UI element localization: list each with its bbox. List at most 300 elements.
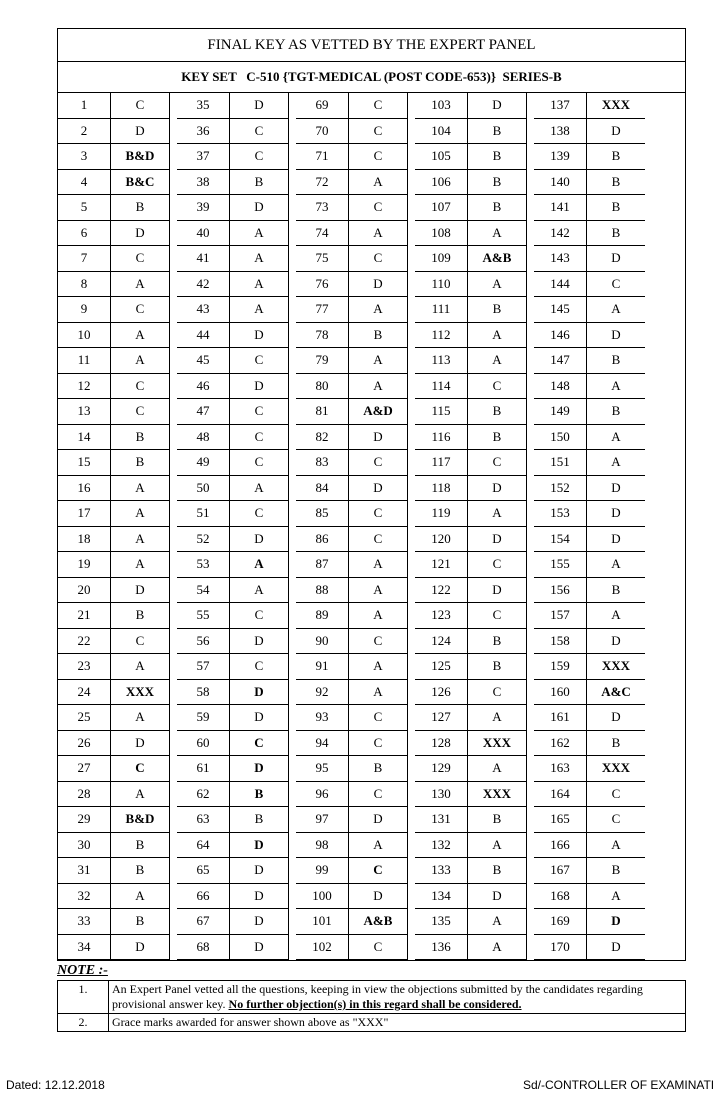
answer-value: B (587, 348, 646, 374)
answer-row (58, 807, 170, 833)
answer-value: A (230, 475, 289, 501)
answer-row (58, 93, 170, 118)
answer-value: D (230, 373, 289, 399)
answer-value: C (111, 373, 170, 399)
question-number: 42 (177, 271, 230, 297)
answer-value: A (349, 832, 408, 858)
answer-row (534, 450, 645, 476)
answer-value: C (587, 807, 646, 833)
question-number: 43 (177, 297, 230, 323)
answer-row (534, 399, 645, 425)
answer-value: D (587, 934, 646, 960)
question-number: 104 (415, 118, 468, 144)
answer-row (534, 195, 645, 221)
answer-value: A (111, 526, 170, 552)
answer-table (296, 93, 408, 960)
answer-row (415, 501, 527, 527)
question-number: 10 (58, 322, 111, 348)
answer-row (58, 577, 170, 603)
answer-row (415, 603, 527, 629)
answer-value: A (349, 169, 408, 195)
answer-row (534, 373, 645, 399)
question-number: 124 (415, 628, 468, 654)
answer-value: A&D (349, 399, 408, 425)
answer-row (534, 934, 645, 960)
answer-row (415, 424, 527, 450)
answer-value: B (587, 399, 646, 425)
answer-row (534, 169, 645, 195)
answer-row (415, 526, 527, 552)
answer-row (296, 144, 408, 170)
answer-row (415, 654, 527, 680)
answer-value: A (587, 883, 646, 909)
answer-value: B&C (111, 169, 170, 195)
question-number: 130 (415, 781, 468, 807)
answer-row (296, 628, 408, 654)
answer-value: C (230, 603, 289, 629)
question-number: 155 (534, 552, 587, 578)
answer-row (177, 246, 289, 272)
answer-value: C (230, 348, 289, 374)
question-number: 119 (415, 501, 468, 527)
question-number: 13 (58, 399, 111, 425)
answer-row (296, 93, 408, 118)
answer-value: D (468, 526, 527, 552)
answer-value: C (349, 526, 408, 552)
question-number: 167 (534, 858, 587, 884)
answer-row (58, 195, 170, 221)
answer-value: D (468, 475, 527, 501)
note-text (109, 981, 686, 1014)
answer-row (296, 348, 408, 374)
answer-row (296, 577, 408, 603)
question-number: 86 (296, 526, 349, 552)
question-number: 76 (296, 271, 349, 297)
answer-row (58, 450, 170, 476)
question-number: 90 (296, 628, 349, 654)
answer-value: A (468, 220, 527, 246)
question-number: 127 (415, 705, 468, 731)
question-number: 137 (534, 93, 587, 118)
answer-row (177, 169, 289, 195)
answer-value: B (587, 730, 646, 756)
answer-row (296, 756, 408, 782)
question-number: 78 (296, 322, 349, 348)
answer-value: C (468, 679, 527, 705)
question-number: 107 (415, 195, 468, 221)
answer-table (415, 93, 527, 960)
answer-value: B (468, 118, 527, 144)
answer-row (415, 858, 527, 884)
question-number: 170 (534, 934, 587, 960)
answer-row (296, 781, 408, 807)
answer-value: XXX (468, 781, 527, 807)
answer-value: B (230, 169, 289, 195)
answer-value: A (349, 220, 408, 246)
answer-row (534, 297, 645, 323)
question-number: 128 (415, 730, 468, 756)
answer-value: C (349, 858, 408, 884)
answer-row (58, 552, 170, 578)
question-number: 53 (177, 552, 230, 578)
answer-row (177, 450, 289, 476)
answer-value: D (587, 705, 646, 731)
answer-row (415, 322, 527, 348)
question-number: 116 (415, 424, 468, 450)
answer-row (177, 322, 289, 348)
answer-value: D (111, 118, 170, 144)
answer-row (177, 144, 289, 170)
answer-value: D (230, 858, 289, 884)
question-number: 48 (177, 424, 230, 450)
question-number: 50 (177, 475, 230, 501)
question-number: 93 (296, 705, 349, 731)
answer-value: D (230, 934, 289, 960)
notes-table (57, 980, 686, 1032)
question-number: 72 (296, 169, 349, 195)
question-number: 147 (534, 348, 587, 374)
question-number: 113 (415, 348, 468, 374)
question-number: 36 (177, 118, 230, 144)
answer-row (58, 297, 170, 323)
answer-row (58, 756, 170, 782)
answer-row (177, 628, 289, 654)
answer-value: D (349, 271, 408, 297)
answer-value: A (230, 271, 289, 297)
question-number: 2 (58, 118, 111, 144)
answer-value: D (587, 475, 646, 501)
question-number: 125 (415, 654, 468, 680)
answer-row (534, 628, 645, 654)
answer-row (296, 373, 408, 399)
answer-value: B (468, 628, 527, 654)
answer-value: A (349, 603, 408, 629)
answer-value: D (230, 93, 289, 118)
answer-value: A (111, 552, 170, 578)
question-number: 139 (534, 144, 587, 170)
question-number: 6 (58, 220, 111, 246)
answer-value: A (587, 424, 646, 450)
question-number: 15 (58, 450, 111, 476)
answer-row (58, 424, 170, 450)
answer-row (177, 883, 289, 909)
answer-row (415, 373, 527, 399)
answer-row (296, 118, 408, 144)
answer-row (534, 93, 645, 118)
answer-row (534, 577, 645, 603)
answer-value: A (587, 297, 646, 323)
question-number: 87 (296, 552, 349, 578)
answer-row (58, 832, 170, 858)
answer-row (177, 348, 289, 374)
answer-row (296, 807, 408, 833)
question-number: 169 (534, 909, 587, 935)
question-number: 105 (415, 144, 468, 170)
answer-value: D (230, 705, 289, 731)
answer-value: C (111, 628, 170, 654)
answer-value: A (468, 909, 527, 935)
question-number: 71 (296, 144, 349, 170)
question-number: 62 (177, 781, 230, 807)
note-row (58, 981, 686, 1014)
answer-row (415, 883, 527, 909)
question-number: 41 (177, 246, 230, 272)
answer-row (296, 654, 408, 680)
question-number: 120 (415, 526, 468, 552)
answer-value: C (349, 628, 408, 654)
answer-value: A (587, 603, 646, 629)
question-number: 33 (58, 909, 111, 935)
question-number: 164 (534, 781, 587, 807)
answer-table (534, 93, 645, 960)
answer-row (296, 322, 408, 348)
question-number: 11 (58, 348, 111, 374)
question-number: 109 (415, 246, 468, 272)
answer-value: A&B (349, 909, 408, 935)
question-number: 27 (58, 756, 111, 782)
question-number: 12 (58, 373, 111, 399)
answer-value: C (587, 781, 646, 807)
answer-value: C (349, 501, 408, 527)
answer-value: D (587, 526, 646, 552)
answer-value: D (230, 195, 289, 221)
answer-value: C (230, 118, 289, 144)
answer-value: B (587, 195, 646, 221)
answer-value: B (111, 909, 170, 935)
question-number: 82 (296, 424, 349, 450)
question-number: 111 (415, 297, 468, 323)
answer-row (534, 118, 645, 144)
answer-row (296, 271, 408, 297)
answer-value: C (111, 297, 170, 323)
question-number: 153 (534, 501, 587, 527)
answer-value: D (230, 679, 289, 705)
answer-value: A (587, 450, 646, 476)
question-number: 9 (58, 297, 111, 323)
question-number: 88 (296, 577, 349, 603)
answer-row (534, 271, 645, 297)
question-number: 144 (534, 271, 587, 297)
answer-row (58, 118, 170, 144)
question-number: 99 (296, 858, 349, 884)
answer-row (177, 858, 289, 884)
answer-row (296, 526, 408, 552)
answer-value: A (111, 705, 170, 731)
answer-value: D (468, 93, 527, 118)
answer-row (534, 832, 645, 858)
answer-row (296, 883, 408, 909)
answer-value: A (349, 297, 408, 323)
question-number: 151 (534, 450, 587, 476)
answer-row (534, 144, 645, 170)
answer-row (415, 93, 527, 118)
question-number: 30 (58, 832, 111, 858)
question-number: 59 (177, 705, 230, 731)
answer-row (534, 781, 645, 807)
answer-value: D (230, 909, 289, 935)
answer-value: A (349, 552, 408, 578)
question-number: 35 (177, 93, 230, 118)
question-number: 74 (296, 220, 349, 246)
answer-row (296, 858, 408, 884)
question-number: 8 (58, 271, 111, 297)
answer-row (58, 348, 170, 374)
answer-value: C (349, 144, 408, 170)
answer-value: D (111, 220, 170, 246)
question-number: 133 (415, 858, 468, 884)
answer-value: D (587, 246, 646, 272)
answer-value: B (349, 756, 408, 782)
answer-row (415, 730, 527, 756)
note-number: 1. (58, 981, 109, 1014)
answer-row (534, 501, 645, 527)
answer-value: A (587, 552, 646, 578)
question-number: 17 (58, 501, 111, 527)
answer-row (296, 169, 408, 195)
answer-value: D (468, 577, 527, 603)
answer-value: A (230, 246, 289, 272)
answer-value: D (230, 756, 289, 782)
answer-value: B&D (111, 144, 170, 170)
question-number: 16 (58, 475, 111, 501)
question-number: 154 (534, 526, 587, 552)
question-number: 138 (534, 118, 587, 144)
answer-row (177, 297, 289, 323)
question-number: 95 (296, 756, 349, 782)
answer-value: B (468, 424, 527, 450)
answer-value: C (111, 399, 170, 425)
answer-value: C (587, 271, 646, 297)
question-number: 21 (58, 603, 111, 629)
answer-row (415, 628, 527, 654)
answer-value: B (111, 424, 170, 450)
answer-value: C (230, 654, 289, 680)
answer-value: A (468, 934, 527, 960)
answer-value: C (468, 552, 527, 578)
question-number: 136 (415, 934, 468, 960)
answer-value: D (230, 832, 289, 858)
question-number: 84 (296, 475, 349, 501)
question-number: 28 (58, 781, 111, 807)
answer-row (177, 577, 289, 603)
question-number: 52 (177, 526, 230, 552)
question-number: 56 (177, 628, 230, 654)
answer-row (296, 501, 408, 527)
answer-value: C (111, 756, 170, 782)
answer-row (58, 475, 170, 501)
answer-row (177, 781, 289, 807)
question-number: 51 (177, 501, 230, 527)
answer-column (415, 93, 527, 960)
answer-value: D (587, 501, 646, 527)
answer-row (415, 271, 527, 297)
answer-value: B (468, 399, 527, 425)
answer-value: A (468, 832, 527, 858)
answer-row (296, 195, 408, 221)
answer-row (296, 603, 408, 629)
answer-row (296, 909, 408, 935)
note-text: Grace marks awarded for answer shown above as "XXX" (109, 1014, 686, 1032)
answer-value: C (230, 424, 289, 450)
answer-row (58, 322, 170, 348)
answer-row (415, 832, 527, 858)
question-number: 149 (534, 399, 587, 425)
answer-row (296, 246, 408, 272)
answer-row (58, 679, 170, 705)
question-number: 4 (58, 169, 111, 195)
question-number: 63 (177, 807, 230, 833)
question-number: 141 (534, 195, 587, 221)
answer-row (415, 144, 527, 170)
answer-row (534, 807, 645, 833)
signature-label: Sd/-CONTROLLER OF EXAMINATI (523, 1078, 715, 1092)
question-number: 163 (534, 756, 587, 782)
answer-value: B (349, 322, 408, 348)
question-number: 159 (534, 654, 587, 680)
answer-value: A (230, 220, 289, 246)
answer-row (415, 169, 527, 195)
note-row (58, 1014, 686, 1032)
answer-value: A (468, 348, 527, 374)
question-number: 81 (296, 399, 349, 425)
answer-row (534, 220, 645, 246)
answer-row (177, 220, 289, 246)
question-number: 108 (415, 220, 468, 246)
question-number: 134 (415, 883, 468, 909)
answer-value: D (349, 807, 408, 833)
question-number: 32 (58, 883, 111, 909)
question-number: 96 (296, 781, 349, 807)
question-number: 64 (177, 832, 230, 858)
answer-value: B (468, 858, 527, 884)
question-number: 65 (177, 858, 230, 884)
answer-value: B (468, 807, 527, 833)
answer-value: D (111, 730, 170, 756)
answer-value: A (349, 373, 408, 399)
question-number: 92 (296, 679, 349, 705)
question-number: 145 (534, 297, 587, 323)
answer-row (296, 934, 408, 960)
answer-value: B (230, 807, 289, 833)
question-number: 14 (58, 424, 111, 450)
question-number: 146 (534, 322, 587, 348)
answer-value: D (349, 475, 408, 501)
answer-row (534, 322, 645, 348)
answer-value: C (349, 195, 408, 221)
question-number: 157 (534, 603, 587, 629)
answer-row (58, 373, 170, 399)
question-number: 61 (177, 756, 230, 782)
answer-row (296, 450, 408, 476)
question-number: 162 (534, 730, 587, 756)
answer-row (177, 756, 289, 782)
answer-value: B (111, 450, 170, 476)
answer-row (296, 730, 408, 756)
answer-row (177, 424, 289, 450)
answer-row (58, 246, 170, 272)
answer-row (58, 883, 170, 909)
question-number: 20 (58, 577, 111, 603)
question-number: 148 (534, 373, 587, 399)
document-title: FINAL KEY AS VETTED BY THE EXPERT PANEL (57, 28, 686, 62)
question-number: 67 (177, 909, 230, 935)
answer-value: B (111, 603, 170, 629)
answer-value: A (587, 832, 646, 858)
answer-row (177, 654, 289, 680)
answer-value: D (349, 883, 408, 909)
answer-row (177, 526, 289, 552)
answer-row (534, 730, 645, 756)
